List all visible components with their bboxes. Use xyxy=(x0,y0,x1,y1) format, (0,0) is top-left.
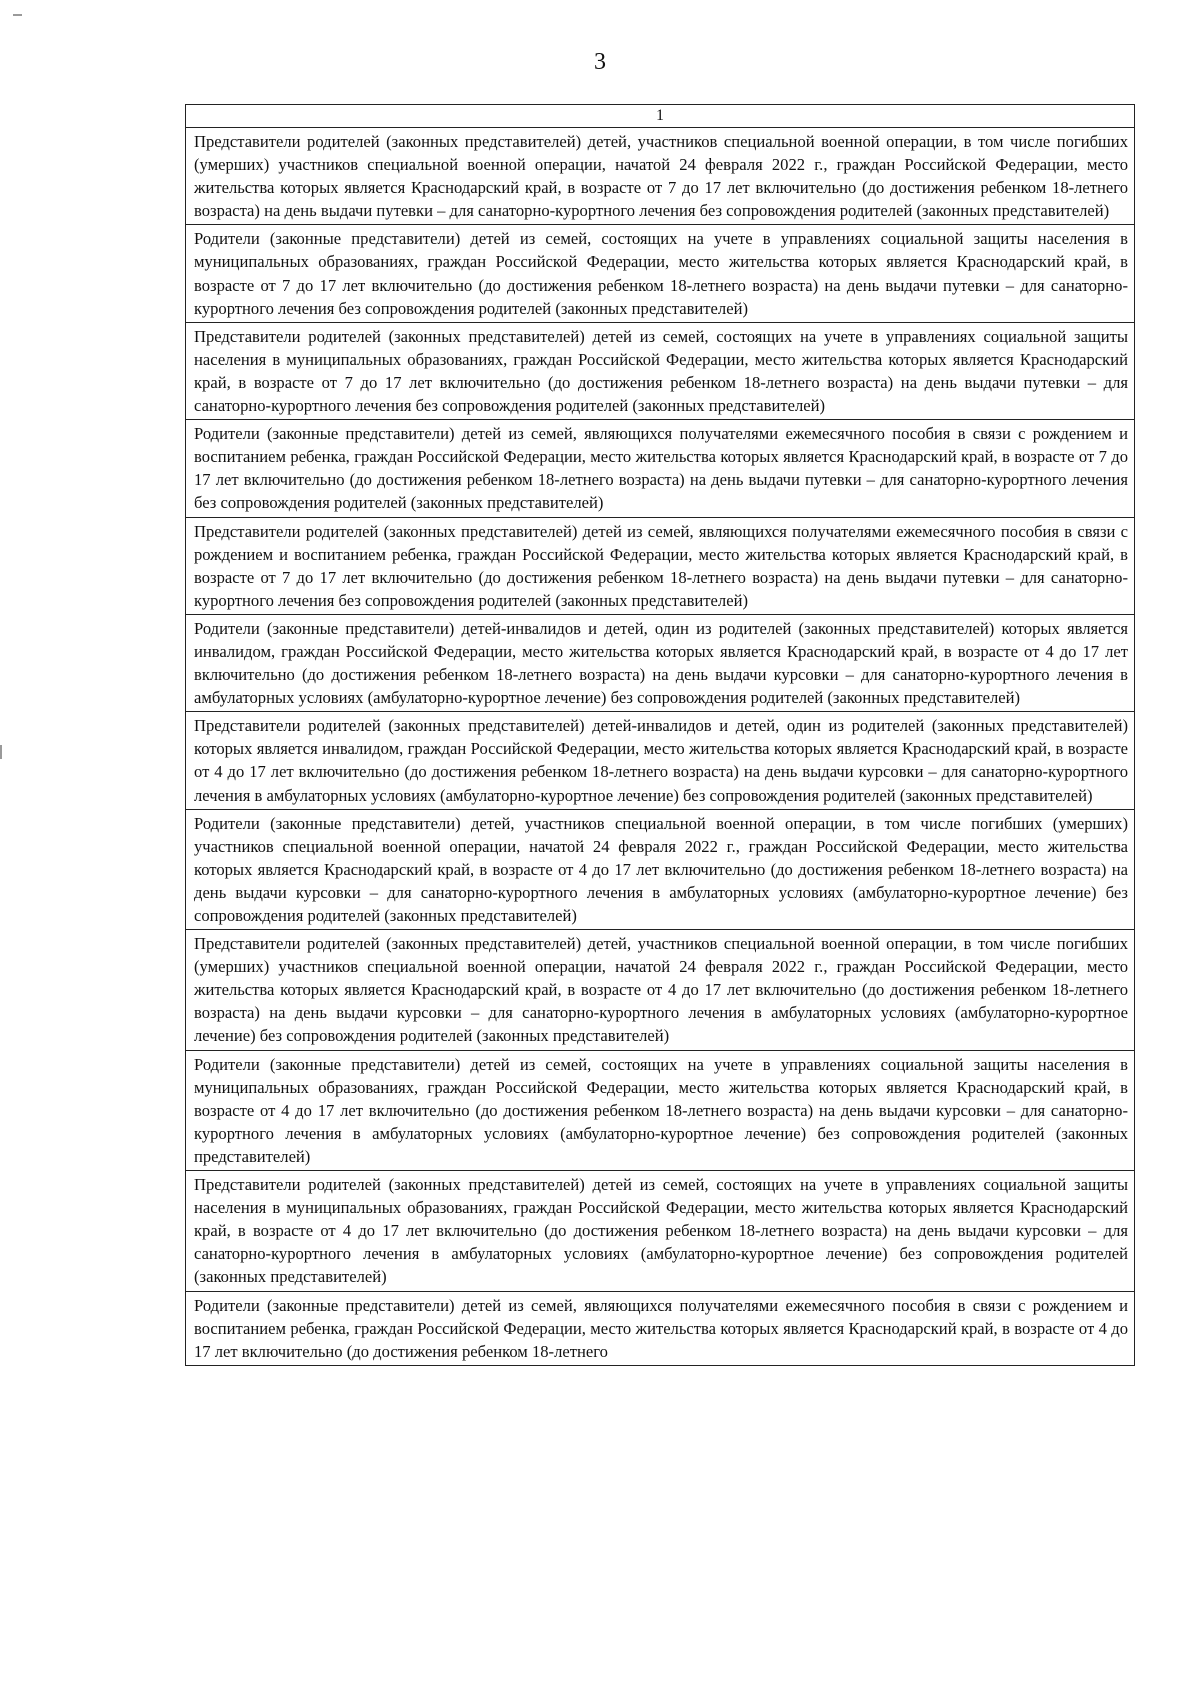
eligibility-table xyxy=(185,104,1135,1366)
table-row xyxy=(186,517,1135,614)
table-row xyxy=(186,1171,1135,1291)
table-cell: Представители родителей (законных представителей) детей, участников специальной военной операции, в том числе погибших (умерших) участников специальной военной операции, начатой 24 февраля 2022 г., граждан Российской Федерации, место жительства которых является Краснодарский край, в возрасте от 4 до 17 лет включительно (до достижения ребенком 18-летнего возраста) на день выдачи курсовки – для санаторно-курортного лечения в амбулаторных условиях (амбулаторно-курортное лечение) без сопровождения родителей (законных представителей) xyxy=(186,930,1135,1050)
table-cell: Родители (законные представители) детей из семей, являющихся получателями ежемесячного пособия в связи с рождением и воспитанием ребенка, граждан Российской Федерации, место жительства которых является Краснодарский край, в возрасте от 7 до 17 лет включительно (до достижения ребенком 18-летнего возраста) на день выдачи путевки – для санаторно-курортного лечения без сопровождения родителей (законных представителей) xyxy=(186,420,1135,517)
table-cell: Представители родителей (законных представителей) детей-инвалидов и детей, один из родителей (законных представителей) которых является инвалидом, граждан Российской Федерации, место жительства которых является Краснодарский край, в возрасте от 4 до 17 лет включительно (до достижения ребенком 18-летнего возраста) на день выдачи курсовки – для санаторно-курортного лечения в амбулаторных условиях (амбулаторно-курортное лечение) без сопровождения родителей (законных представителей) xyxy=(186,712,1135,809)
table-row xyxy=(186,809,1135,929)
table-row xyxy=(186,930,1135,1050)
table-header-row xyxy=(186,105,1135,128)
table-cell: Представители родителей (законных представителей) детей из семей, состоящих на учете в управлениях социальной защиты населения в муниципальных образованиях, граждан Российской Федерации, место жительства которых является Краснодарский край, в возрасте от 7 до 17 лет включительно (до достижения ребенком 18-летнего возраста) на день выдачи путевки – для санаторно-курортного лечения без сопровождения родителей (законных представителей) xyxy=(186,322,1135,419)
table-cell: Родители (законные представители) детей из семей, состоящих на учете в управлениях социальной защиты населения в муниципальных образованиях, граждан Российской Федерации, место жительства которых является Краснодарский край, в возрасте от 4 до 17 лет включительно (до достижения ребенком 18-летнего возраста) на день выдачи курсовки – для санаторно-курортного лечения в амбулаторных условиях (амбулаторно-курортное лечение) без сопровождения родителей (законных представителей) xyxy=(186,1050,1135,1170)
column-number-header: 1 xyxy=(186,105,1135,128)
table-row xyxy=(186,614,1135,711)
scan-mark-left-edge xyxy=(0,745,2,759)
table-cell: Родители (законные представители) детей из семей, являющихся получателями ежемесячного пособия в связи с рождением и воспитанием ребенка, граждан Российской Федерации, место жительства которых является Краснодарский край, в возрасте от 4 до 17 лет включительно (до достижения ребенком 18-летнего xyxy=(186,1291,1135,1365)
table-cell: Родители (законные представители) детей из семей, состоящих на учете в управлениях социальной защиты населения в муниципальных образованиях, граждан Российской Федерации, место жительства которых является Краснодарский край, в возрасте от 7 до 17 лет включительно (до достижения ребенком 18-летнего возраста) на день выдачи путевки – для санаторно-курортного лечения без сопровождения родителей (законных представителей) xyxy=(186,225,1135,322)
table-row xyxy=(186,1050,1135,1170)
table-cell: Родители (законные представители) детей-инвалидов и детей, один из родителей (законных представителей) которых является инвалидом, граждан Российской Федерации, место жительства которых является Краснодарский край, в возрасте от 4 до 17 лет включительно (до достижения ребенком 18-летнего возраста) на день выдачи курсовки – для санаторно-курортного лечения в амбулаторных условиях (амбулаторно-курортное лечение) без сопровождения родителей (законных представителей) xyxy=(186,614,1135,711)
table-cell: Представители родителей (законных представителей) детей из семей, являющихся получателями ежемесячного пособия в связи с рождением и воспитанием ребенка, граждан Российской Федерации, место жительства которых является Краснодарский край, в возрасте от 7 до 17 лет включительно (до достижения ребенком 18-летнего возраста) на день выдачи путевки – для санаторно-курортного лечения без сопровождения родителей (законных представителей) xyxy=(186,517,1135,614)
table-cell: Представители родителей (законных представителей) детей, участников специальной военной операции, в том числе погибших (умерших) участников специальной военной операции, начатой 24 февраля 2022 г., граждан Российской Федерации, место жительства которых является Краснодарский край, в возрасте от 7 до 17 лет включительно (до достижения ребенком 18-летнего возраста) на день выдачи путевки – для санаторно-курортного лечения без сопровождения родителей (законных представителей) xyxy=(186,128,1135,225)
table-row xyxy=(186,322,1135,419)
table-row xyxy=(186,420,1135,517)
table-cell: Родители (законные представители) детей, участников специальной военной операции, в том числе погибших (умерших) участников специальной военной операции, начатой 24 февраля 2022 г., граждан Российской Федерации, место жительства которых является Краснодарский край, в возрасте от 4 до 17 лет включительно (до достижения ребенком 18-летнего возраста) на день выдачи курсовки – для санаторно-курортного лечения в амбулаторных условиях (амбулаторно-курортное лечение) без сопровождения родителей (законных представителей) xyxy=(186,809,1135,929)
table-row xyxy=(186,128,1135,225)
scan-mark-top-left xyxy=(13,14,22,16)
table-row xyxy=(186,712,1135,809)
page-number: 3 xyxy=(594,49,606,75)
table-cell: Представители родителей (законных представителей) детей из семей, состоящих на учете в управлениях социальной защиты населения в муниципальных образованиях, граждан Российской Федерации, место жительства которых является Краснодарский край, в возрасте от 4 до 17 лет включительно (до достижения ребенком 18-летнего возраста) на день выдачи курсовки – для санаторно-курортного лечения в амбулаторных условиях (амбулаторно-курортное лечение) без сопровождения родителей (законных представителей) xyxy=(186,1171,1135,1291)
table-row xyxy=(186,225,1135,322)
table-row xyxy=(186,1291,1135,1365)
